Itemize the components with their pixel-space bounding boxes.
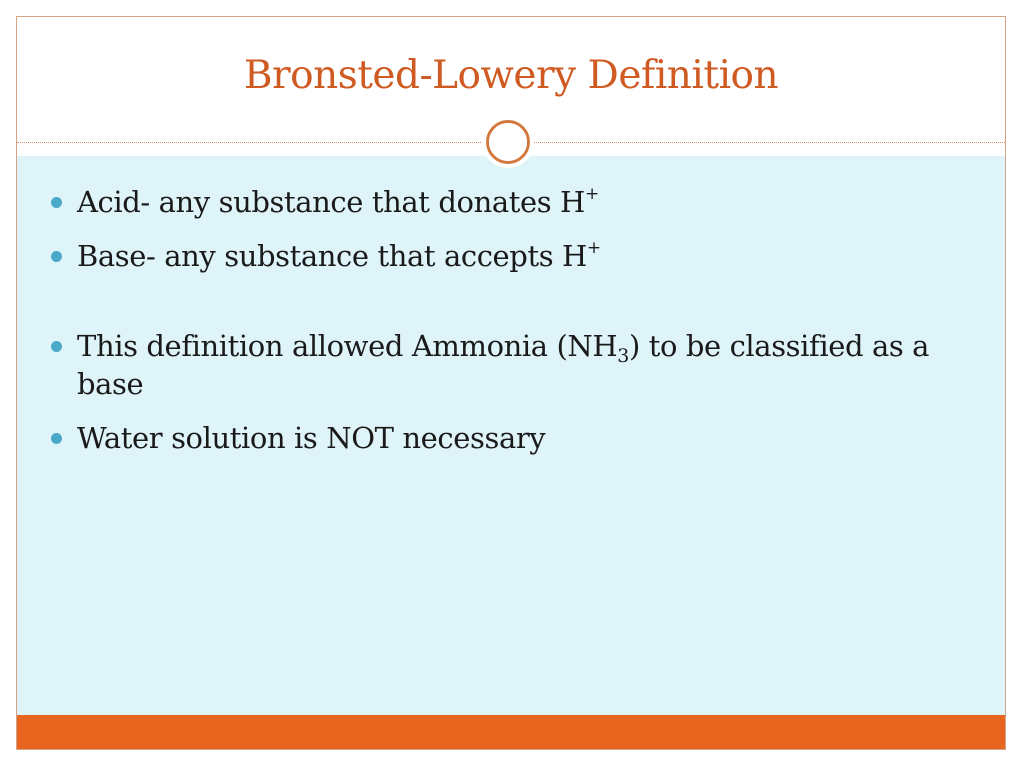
subscript-three: 3 bbox=[617, 345, 629, 367]
bullet-dot-icon bbox=[51, 341, 62, 352]
ornament-ring-inner bbox=[489, 123, 527, 161]
bullet-dot-icon bbox=[51, 197, 62, 208]
bullet-text: Acid- any substance that donates H bbox=[77, 185, 585, 219]
bullet-dot-icon bbox=[51, 433, 62, 444]
bullet-dot-icon bbox=[51, 251, 62, 262]
bullet-text: Water solution is NOT necessary bbox=[77, 421, 546, 455]
bullet-acid bbox=[49, 183, 969, 221]
bullet-text: Base- any substance that accepts H bbox=[77, 239, 587, 273]
bottom-bar bbox=[17, 715, 1005, 750]
circle-ring-icon bbox=[482, 116, 534, 168]
slide bbox=[16, 16, 1006, 750]
bullet-text-pre: This definition allowed Ammonia (NH bbox=[77, 329, 618, 363]
bullet-text-post: ) to be classified as a base bbox=[77, 329, 930, 401]
superscript-plus: + bbox=[586, 238, 601, 258]
superscript-plus: + bbox=[584, 184, 599, 204]
slide-title: Bronsted-Lowery Definition bbox=[243, 53, 779, 98]
bullet-water bbox=[49, 419, 969, 457]
bullet-list bbox=[49, 183, 969, 473]
bullet-base bbox=[49, 237, 969, 275]
bullet-ammonia bbox=[49, 327, 969, 403]
